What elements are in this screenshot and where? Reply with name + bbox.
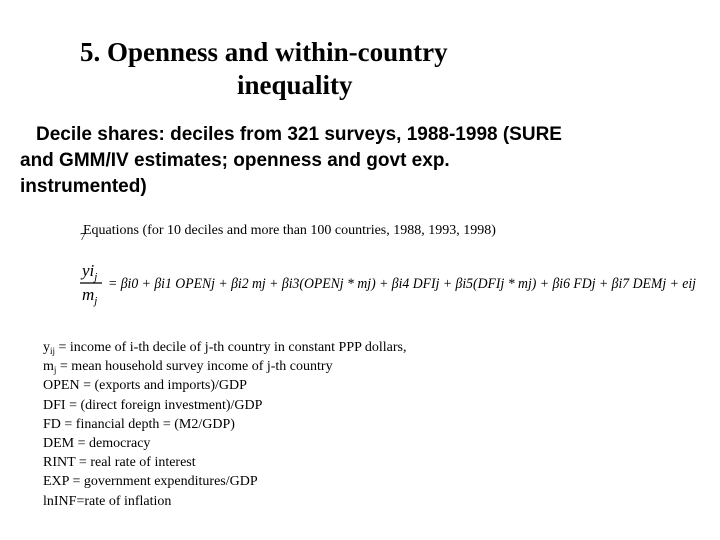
definition-text: = mean household survey income of j-th country <box>59 359 333 375</box>
regression-equation-graphic <box>80 256 700 312</box>
definition-text: = democracy <box>77 436 151 452</box>
definition-row <box>43 357 683 376</box>
definition-text: =rate of inflation <box>76 493 172 509</box>
rhs-expression: = βi0 + βi1 OPENj + βi2 mj + βi3(OPENj * mj) + βi4 DFIj + βi5(DFIj * mj) + βi6 FDj + βi7 DEMj + eij <box>108 276 696 292</box>
subtitle-line-1: Decile shares: deciles from 321 surveys, 1988-1998 (SURE <box>36 124 562 145</box>
definition-row <box>43 434 683 453</box>
definition-symbol: m <box>43 359 54 375</box>
definition-text: = financial depth = (M2/GDP) <box>64 416 235 432</box>
equations-marker: 7 <box>80 231 86 243</box>
subtitle-line-3: instrumented) <box>20 176 147 197</box>
definition-symbol: lnINF <box>43 493 77 509</box>
definition-symbol: RINT <box>43 455 76 471</box>
slide-subtitle <box>20 122 700 200</box>
definition-row <box>43 338 683 357</box>
definition-symbol: OPEN <box>43 378 80 394</box>
regression-equation <box>80 256 700 312</box>
subtitle-line-2: and GMM/IV estimates; openness and govt exp. <box>20 150 450 171</box>
definition-symbol-subscript: j <box>53 365 57 376</box>
slide-title <box>80 36 560 102</box>
definition-row <box>43 472 683 491</box>
equations-heading-text: Equations (for 10 deciles and more than 100 countries, 1988, 1993, 1998) <box>83 223 496 238</box>
definition-text: = real rate of interest <box>78 455 196 471</box>
definition-row <box>43 415 683 434</box>
definition-symbol-subscript: ij <box>50 346 56 356</box>
definition-row <box>43 376 683 395</box>
definition-row <box>43 492 683 511</box>
definition-text: = government expenditures/GDP <box>72 474 258 490</box>
definition-symbol: DEM <box>43 436 75 452</box>
lhs-numerator: $yi_j$ <box>82 261 98 283</box>
slide-title-line-2: inequality <box>237 70 353 100</box>
definition-row <box>43 453 683 472</box>
definition-text: = (direct foreign investment)/GDP <box>69 397 263 413</box>
definition-symbol: y <box>43 340 50 355</box>
variable-definitions <box>43 338 683 511</box>
definition-symbol: DFI <box>43 397 66 413</box>
definition-row <box>43 396 683 415</box>
definition-symbol: FD <box>43 416 61 432</box>
slide-title-line-1: 5. Openness and within-country <box>80 37 448 67</box>
definition-symbol: EXP <box>43 474 69 490</box>
lhs-denominator: $m_j$ <box>82 285 98 307</box>
definition-text: = (exports and imports)/GDP <box>83 378 247 394</box>
definition-text: = income of i-th decile of j-th country in constant PPP dollars, <box>58 340 407 355</box>
equations-heading <box>80 222 703 243</box>
